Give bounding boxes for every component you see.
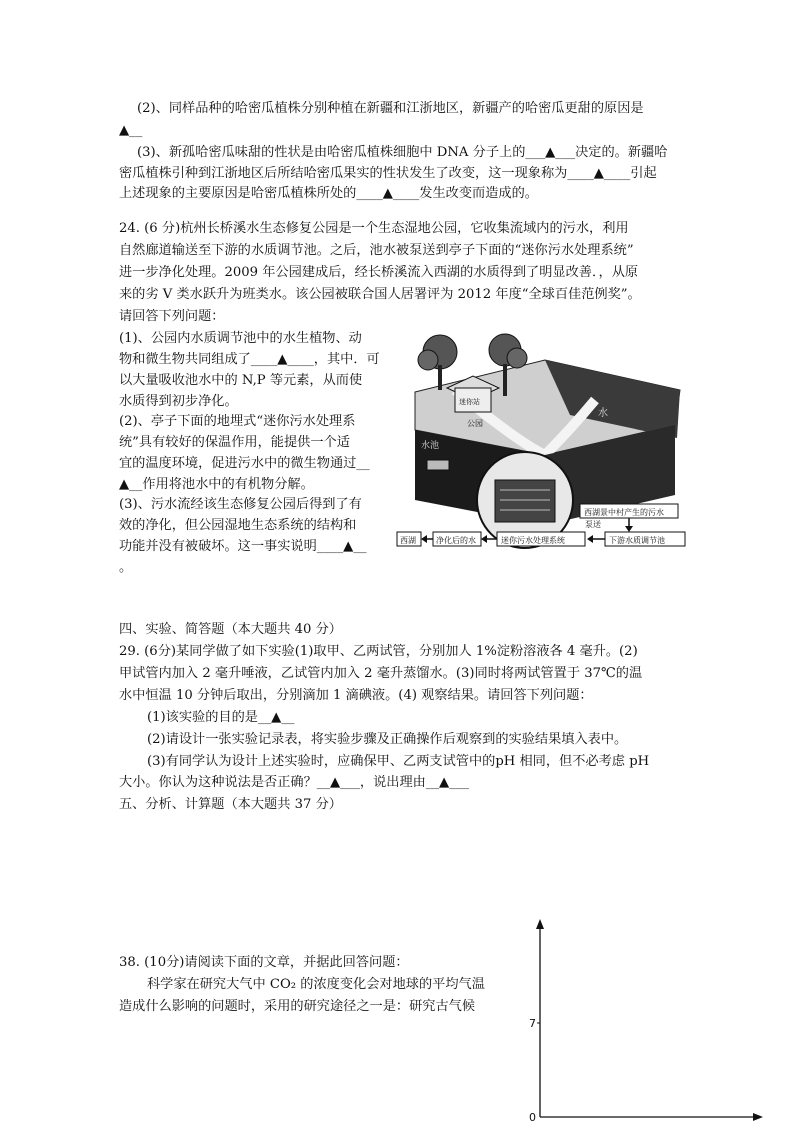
q24-line-3: 进一步净化处理。2009 年公园建成后，经长桥溪流入西湖的水质得到了明显改善．，从原 bbox=[119, 265, 639, 280]
purified-box-label: 净化后的水 bbox=[436, 536, 476, 545]
tree-right-icon bbox=[507, 348, 527, 368]
q29-sub2: (2)请设计一张实验记录表，将实验步骤及正确操作后观察到的实验结果填入表中。 bbox=[147, 732, 628, 747]
drain-pipe bbox=[427, 460, 449, 470]
q24-sub2-b: 统”具有较好的保温作用，能提供一个适 bbox=[119, 435, 350, 450]
tick-0-label: 0 bbox=[529, 1111, 536, 1123]
q24-sub2-d: ▲__作用将池水中的有机物分解。 bbox=[119, 477, 314, 492]
x-axis-arrow bbox=[753, 1113, 763, 1121]
source-box-label: 西湖景中村产生的污水 bbox=[584, 508, 664, 517]
q24-line-5: 请回答下列问题： bbox=[119, 309, 225, 324]
section-4-title: 四、实验、简答题（本大题共 40 分） bbox=[119, 622, 342, 637]
blank-axes bbox=[520, 915, 770, 1123]
inset-tank bbox=[495, 480, 555, 522]
q29-sub3-b: 大小。你认为这种说法是否正确？__▲___，说出理由__▲___ bbox=[119, 775, 469, 790]
q23-line-5: 上述现象的主要原因是哈密瓜植株所处的____▲____发生改变而造成的。 bbox=[119, 186, 538, 201]
q29-sub3-a: (3)有同学认为设计上述实验时，应确保甲、乙两支试管中的pH 相同，但不必考虑 pH bbox=[147, 754, 650, 769]
park-label: 公园 bbox=[467, 419, 483, 428]
q23-line-2: ▲__ bbox=[119, 123, 143, 138]
q24-sub1-b: 物和微生物共同组成了____▲____，其中．可 bbox=[119, 352, 380, 367]
q24-sub3-c: 功能并没有被破坏。这一事实说明____▲__ bbox=[119, 539, 367, 554]
arrow-head bbox=[421, 535, 427, 543]
regulation-box-label: 下游水质调节池 bbox=[609, 536, 665, 545]
q29-line-1: 29. (6分)某同学做了如下实验(1)取甲、乙两试管，分别加人 1%淀粉溶液各 4 毫升。(2) bbox=[119, 644, 638, 659]
down-arrow-head bbox=[625, 526, 633, 532]
q29-line-3: 水中恒温 10 分钟后取出，分别滴加 1 滴碘液。(4) 观察结果。请回答下列问题： bbox=[119, 688, 593, 703]
q38-line-1: 38. (10分)请阅读下面的文章，并据此回答问题： bbox=[119, 955, 409, 970]
q24-line-1: 24. (6 分)杭州长桥溪水生态修复公园是一个生态湿地公园，它收集流域内的污水，利用 bbox=[119, 221, 629, 236]
q23-line-3: (3)、新孤哈密瓜味甜的性状是由哈密瓜植株细胞中 DNA 分子上的___▲___决定的。新疆哈 bbox=[137, 145, 668, 160]
arrow-head bbox=[481, 535, 487, 543]
wetland-park-figure bbox=[395, 330, 690, 552]
q24-sub3-b: 效的净化，但公园湿地生态系统的结构和 bbox=[119, 518, 357, 533]
pump-label: 泵送 bbox=[585, 520, 601, 529]
q24-sub3-a: (3)、污水流经该生态修复公园后得到了有 bbox=[119, 497, 362, 512]
mini-system-box-label: 迷你污水处理系统 bbox=[501, 536, 565, 545]
q23-line-4: 密瓜植株引种到江浙地区后所结哈密瓜果实的性状发生了改变，这一现象称为____▲____引起 bbox=[119, 166, 657, 181]
tree-trunk bbox=[503, 364, 507, 396]
q24-sub1-a: (1)、公园内水质调节池中的水生植物、动 bbox=[119, 331, 362, 346]
xihu-box-label: 西湖 bbox=[400, 536, 416, 545]
q24-sub2-c: 宜的温度环境，促进污水中的微生物通过__ bbox=[119, 456, 370, 471]
section-5-title: 五、分析、计算题（本大题共 37 分） bbox=[119, 797, 342, 812]
arrow-head bbox=[587, 535, 593, 543]
pool-label: 水池 bbox=[421, 441, 440, 451]
q38-line-3: 造成什么影响的问题时，采用的研究途径之一是：研究古气候 bbox=[119, 999, 476, 1014]
pavilion-label: 迷你站 bbox=[459, 398, 480, 406]
tick-7-label: 7 bbox=[529, 1017, 536, 1030]
tree-left-icon bbox=[418, 350, 438, 370]
q24-line-2: 自然廊道输送至下游的水质调节池。之后，池水被泵送到亭子下面的“迷你污水处理系统” bbox=[119, 243, 634, 258]
q29-line-2: 甲试管内加入 2 毫升唾液，乙试管内加入 2 毫升蒸馏水。(3)同时将两试管置于 37℃的温 bbox=[119, 666, 643, 681]
q24-sub1-c: 以大量吸收池水中的 N,P 等元素，从而使 bbox=[119, 373, 363, 388]
q23-line-1: (2)、同样品种的哈密瓜植株分别种植在新疆和江浙地区，新疆产的哈密瓜更甜的原因是 bbox=[137, 101, 644, 116]
q29-sub1: (1)该实验的目的是__▲__ bbox=[147, 710, 295, 725]
q24-sub2-a: (2)、亭子下面的地埋式“迷你污水处理系 bbox=[119, 414, 356, 429]
water-label: 水 bbox=[598, 408, 608, 419]
y-axis-arrow bbox=[536, 919, 544, 929]
q38-line-2: 科学家在研究大气中 CO₂ 的浓度变化会对地球的平均气温 bbox=[147, 977, 485, 992]
tree-trunk bbox=[438, 365, 442, 390]
q24-line-4: 来的劣 V 类水跃升为班类水。该公园被联合国人居署评为 2012 年度“全球百佳范例奖”。 bbox=[119, 287, 641, 302]
q24-sub1-d: 水质得到初步净化。 bbox=[119, 394, 238, 409]
q24-sub3-d: 。 bbox=[119, 560, 133, 575]
